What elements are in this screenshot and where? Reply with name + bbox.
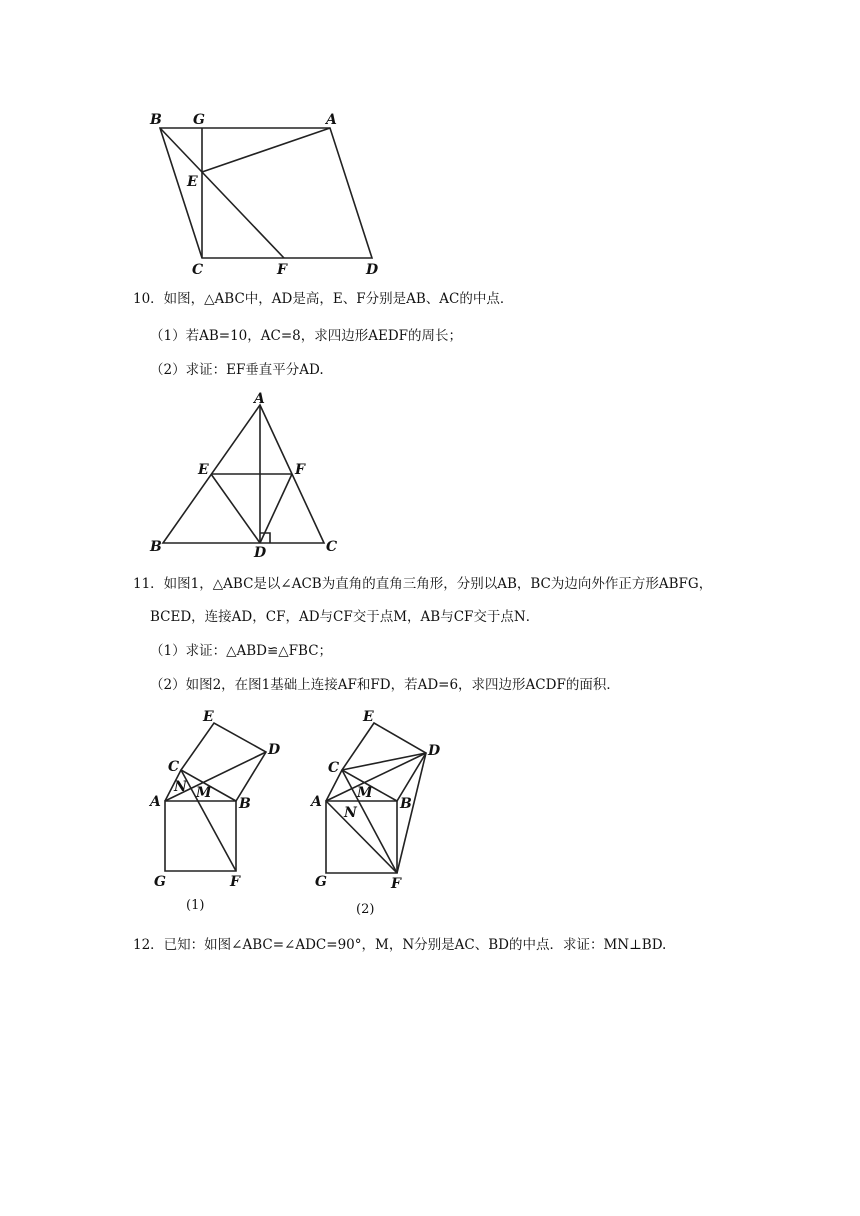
segment-af [326,801,397,873]
label-b: B [239,796,251,812]
label-d: D [428,743,441,759]
label-e: E [203,709,214,725]
label-g: G [154,874,166,890]
label-a: A [254,391,265,407]
label-a: A [311,794,322,810]
label-f: F [230,874,240,890]
figure-q11-1 [140,700,290,915]
q10-stem: 10．如图，△ABC中，AD是高，E、F分别是AB、AC的中点． [133,291,514,307]
q10-part1: （1）若AB=10，AC=8，求四边形AEDF的周长； [150,328,463,344]
segment-fd [397,753,426,873]
label-b: B [150,112,162,128]
label-e: E [198,462,209,478]
label-n: N [344,805,357,821]
figure-q9 [140,105,400,285]
label-c: C [168,759,180,775]
segment-ae [202,128,330,172]
label-b: B [150,539,162,555]
label-f: F [277,262,287,278]
figure-q10 [140,388,360,560]
figure-q11-2 [300,700,450,920]
q11-part1: （1）求证：△ABD≌△FBC； [150,643,333,659]
label-e: E [187,174,198,190]
label-a: A [150,794,161,810]
q11-stem-line2: BCED，连接AD，CF，AD与CF交于点M，AB与CF交于点N． [150,609,540,625]
segment-cd [342,753,426,770]
label-d: D [254,545,267,560]
label-g: G [193,112,205,128]
segment-bf [160,128,284,258]
q11-stem-line1: 11．如图1，△ABC是以∠ACB为直角的直角三角形，分别以AB，BC为边向外作正方形ABFG， [133,576,713,592]
caption-2: (2) [356,902,375,917]
label-e: E [363,709,374,725]
q12-stem: 12．已知：如图∠ABC=∠ADC=90°，M，N分别是AC、BD的中点．求证：MN⊥BD. [133,937,667,953]
label-f: F [295,462,305,478]
label-m: M [196,785,212,801]
label-c: C [326,539,338,555]
square-bced [181,723,266,801]
label-d: D [366,262,379,278]
label-f: F [391,876,401,892]
label-a: A [326,112,337,128]
segment-ed [211,474,260,543]
label-d: D [268,742,281,758]
label-b: B [400,796,412,812]
label-c: C [192,262,204,278]
square-abfg [165,801,236,871]
q11-part2: （2）如图2，在图1基础上连接AF和FD，若AD=6，求四边形ACDF的面积． [150,677,620,693]
label-m: M [357,785,373,801]
label-c: C [328,760,340,776]
q10-part2: （2）求证：EF垂直平分AD. [150,362,324,378]
label-n: N [174,779,187,795]
caption-1: (1) [186,898,205,913]
label-g: G [315,874,327,890]
